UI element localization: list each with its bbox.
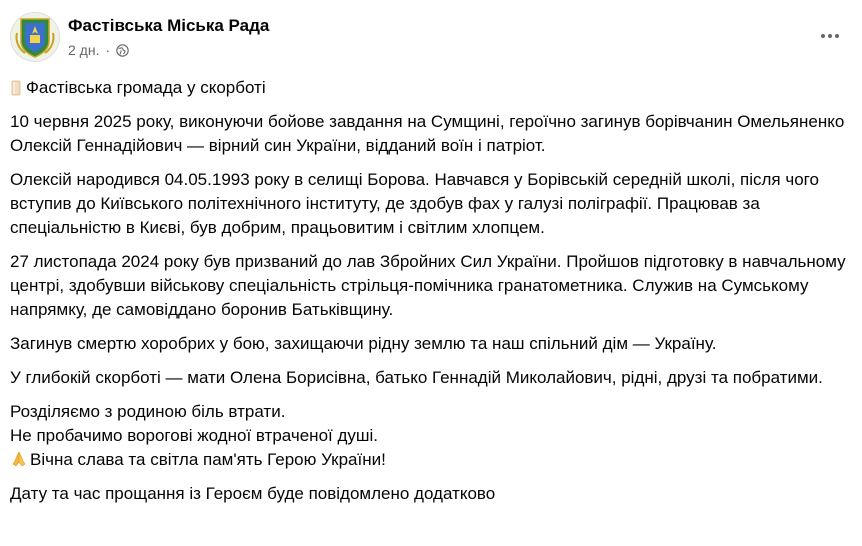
praying-hands-icon: [10, 450, 28, 468]
post-header: [10, 10, 852, 66]
meta-separator: ·: [105, 42, 111, 58]
post-paragraph-3: Олексій народився 04.05.1993 року в селищі Борова. Навчався у Борівській середній школі, після чого вступив до Київського політехнічного інституту, де здобув фах у галузі поліграфії. Працював за спеціальністю в Києві, був добрим, працьовитим і світлим хлопцем.: [10, 170, 819, 237]
post-line-with-emoji: [10, 448, 848, 472]
globe-icon[interactable]: [116, 44, 129, 57]
post-paragraph-7: [10, 400, 848, 472]
post-heading: Фастівська громада у скорботі: [26, 78, 266, 97]
post-meta: [68, 42, 129, 58]
post-paragraph-2: 10 червня 2025 року, виконуючи бойове завдання на Сумщині, героїчно загинув борівчанин Омельяненко Олексій Геннадійович — вірний син України, відданий воїн і патріот.: [10, 112, 845, 155]
post-line: Розділяємо з родиною біль втрати.: [10, 402, 286, 421]
post-paragraph-8: Дату та час прощання із Героєм буде повідомлено додатково: [10, 484, 496, 503]
post-line-text: Вічна слава та світла пам'ять Герою України!: [30, 450, 386, 469]
post-paragraph-5: Загинув смертю хоробрих у бою, захищаючи рідну землю та наш спільний дім — Україну.: [10, 334, 717, 353]
post-body: [10, 76, 848, 516]
candle-icon: [10, 78, 22, 96]
post-line: Не пробачимо ворогові жодної втраченої душі.: [10, 426, 379, 445]
page-avatar[interactable]: [10, 12, 60, 62]
page-name[interactable]: Фастівська Міська Рада: [68, 16, 270, 35]
more-options-icon[interactable]: [816, 26, 844, 46]
post-paragraph-6: У глибокій скорботі — мати Олена Борисівна, батько Геннадій Миколайович, рідні, друзі та побратими.: [10, 368, 823, 387]
post-paragraph-4: 27 листопада 2024 року був призваний до лав Збройних Сил України. Пройшов підготовку в навчальному центрі, здобувши військову спеціальність стрільця-помічника гранатометника. Служив на Сумському напрямку, де самовіддано боронив Батьківщину.: [10, 252, 846, 319]
post-time[interactable]: 2 дн.: [68, 42, 100, 58]
post-paragraph-1: [10, 76, 848, 100]
city-emblem-icon: [11, 13, 59, 61]
